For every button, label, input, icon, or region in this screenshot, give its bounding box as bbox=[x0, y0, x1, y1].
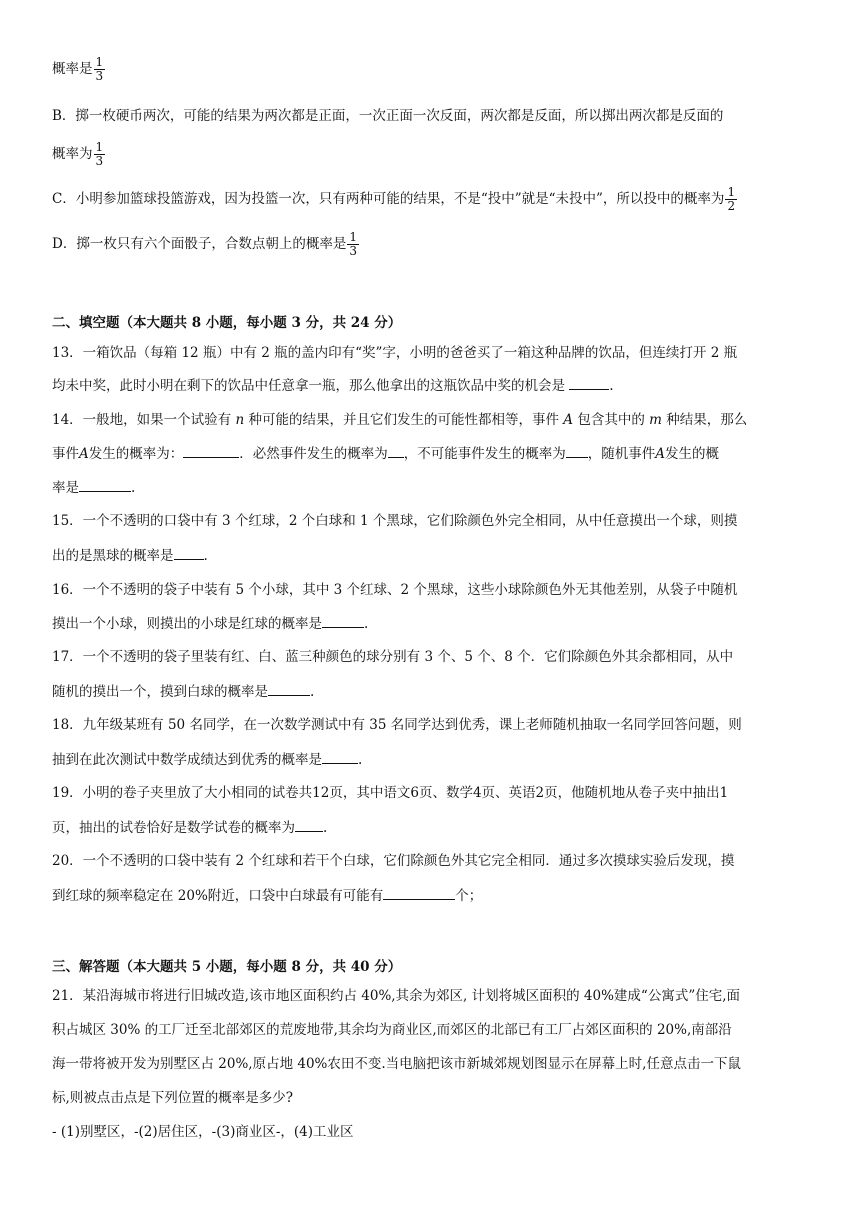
q15-text: 出的是黑球的概率是 bbox=[52, 548, 174, 564]
option-d-line1 bbox=[52, 231, 359, 258]
option-a-tail bbox=[52, 56, 105, 83]
q21-line3: 海一带将被开发为别墅区占 20%,原占地 40%农田不变.当电脑把该市新城郊规划图显示在屏幕上时,任意点击一下鼠 bbox=[52, 1056, 741, 1072]
answer-blank[interactable] bbox=[569, 375, 609, 390]
q19-line1: 19．小明的卷子夹里放了大小相同的试卷共12页，其中语文6页、数学4页、英语2页，他随机地从卷子夹中抽出1 bbox=[52, 785, 729, 801]
q13-end: . bbox=[609, 378, 614, 394]
section-2-heading: 二、填空题（本大题共 8 小题，每小题 3 分，共 24 分） bbox=[52, 315, 402, 331]
option-d-text: D．掷一枚只有六个面骰子，合数点朝上的概率是 bbox=[52, 236, 347, 252]
q14-text: ，不可能事件发生的概率为 bbox=[403, 446, 566, 462]
q16-line2 bbox=[52, 613, 368, 634]
q20-line1: 20．一个不透明的口袋中装有 2 个红球和若干个白球，它们除颜色外其它完全相同．通过多次摸球实验后发现，摸 bbox=[52, 853, 735, 869]
fraction-denominator: 3 bbox=[349, 244, 357, 258]
q19-end: . bbox=[323, 820, 328, 836]
fraction-numerator: 1 bbox=[727, 185, 736, 199]
fraction-denominator: 2 bbox=[727, 199, 736, 213]
q21-line4: 标,则被点击点是下列位置的概率是多少? bbox=[52, 1090, 294, 1106]
q15-line2 bbox=[52, 545, 208, 566]
answer-blank[interactable] bbox=[566, 443, 588, 458]
answer-blank[interactable] bbox=[183, 443, 239, 458]
fraction bbox=[347, 231, 359, 258]
q14-text: 14．一般地，如果一个试验有 bbox=[52, 412, 232, 428]
q14-text: ．必然事件发生的概率为 bbox=[239, 446, 388, 462]
q19-line2 bbox=[52, 817, 327, 838]
q13-text: 均未中奖，此时小明在剩下的饮品中任意拿一瓶，那么他拿出的这瓶饮品中奖的机会是 bbox=[52, 378, 565, 394]
q21-line2: 积占城区 30% 的工厂迁至北部郊区的荒废地带,其余均为商业区,而郊区的北部已有工厂占郊区面积的 20%,南部沿 bbox=[52, 1022, 732, 1038]
fraction bbox=[725, 186, 737, 213]
q14-text: 事件 bbox=[52, 446, 79, 462]
section-3-heading: 三、解答题（本大题共 5 小题，每小题 8 分，共 40 分） bbox=[52, 959, 402, 975]
q14-line1 bbox=[52, 410, 747, 430]
option-c-text: C．小明参加篮球投篮游戏，因为投篮一次，只有两种可能的结果，不是“投中”就是“未投中”，所以投中的概率为 bbox=[52, 191, 725, 207]
q14-text: 发生的概 bbox=[665, 446, 719, 462]
variable-a: A bbox=[79, 446, 89, 462]
q13-line1: 13．一箱饮品（每箱 12 瓶）中有 2 瓶的盖内印有“奖”字，小明的爸爸买了一箱这种品牌的饮品，但连续打开 2 瓶 bbox=[52, 345, 738, 361]
option-b-text: 概率为 bbox=[52, 146, 93, 162]
q16-end: . bbox=[364, 616, 369, 632]
q13-line2 bbox=[52, 375, 614, 396]
fraction-denominator: 3 bbox=[95, 69, 104, 83]
fraction-denominator: 3 bbox=[95, 154, 104, 168]
q18-end: . bbox=[358, 752, 363, 768]
option-a-text: 概率是 bbox=[52, 61, 93, 77]
answer-blank[interactable] bbox=[79, 477, 131, 492]
q16-text: 摸出一个小球，则摸出的小球是红球的概率是 bbox=[52, 616, 322, 632]
q20-line2 bbox=[52, 885, 482, 906]
q19-text: 页，抽出的试卷恰好是数学试卷的概率为 bbox=[52, 820, 295, 836]
variable-n: n bbox=[235, 412, 245, 428]
option-c-line1 bbox=[52, 186, 737, 213]
q21-line5: - (1)别墅区，-(2)居住区，-(3)商业区-，(4)工业区 bbox=[52, 1124, 354, 1140]
option-b-line2 bbox=[52, 141, 105, 168]
q14-text: 种结果，那么 bbox=[666, 412, 748, 428]
fraction bbox=[94, 141, 106, 168]
fraction-numerator: 1 bbox=[349, 230, 357, 244]
q20-end: 个； bbox=[455, 888, 483, 904]
q16-line1: 16．一个不透明的袋子中装有 5 个小球，其中 3 个红球、2 个黑球，这些小球除颜色外无其他差别，从袋子中随机 bbox=[52, 582, 738, 598]
fraction-numerator: 1 bbox=[95, 55, 104, 69]
q14-text: 发生的概率为： bbox=[88, 446, 184, 462]
q15-line1: 15．一个不透明的口袋中有 3 个红球，2 个白球和 1 个黑球，它们除颜色外完全相同，从中任意摸出一个球，则摸 bbox=[52, 513, 738, 529]
q14-text: 包含其中的 bbox=[577, 412, 645, 428]
q14-text: 率是 bbox=[52, 480, 79, 496]
q20-text: 到红球的频率稳定在 20%附近，口袋中白球最有可能有 bbox=[52, 888, 384, 904]
variable-m: m bbox=[649, 412, 662, 428]
q17-line1: 17．一个不透明的袋子里装有红、白、蓝三种颜色的球分别有 3 个、5 个、8 个．它们除颜色外其余都相同，从中 bbox=[52, 649, 734, 665]
fraction-numerator: 1 bbox=[95, 140, 104, 154]
answer-blank[interactable] bbox=[388, 443, 404, 458]
q21-line1: 21．某沿海城市将进行旧城改造,该市地区面积约占 40%,其余为郊区, 计划将城区面积的 40%建成“公寓式”住宅,面 bbox=[52, 988, 741, 1004]
q15-end: . bbox=[203, 548, 208, 564]
q18-line2 bbox=[52, 749, 362, 770]
q14-line2 bbox=[52, 443, 719, 464]
answer-blank[interactable] bbox=[383, 885, 455, 900]
q17-line2 bbox=[52, 681, 314, 702]
q14-line3 bbox=[52, 477, 135, 498]
q14-end: . bbox=[131, 480, 136, 496]
answer-blank[interactable] bbox=[322, 749, 358, 764]
q14-text: ，随机事件 bbox=[587, 446, 656, 462]
variable-a: A bbox=[563, 412, 574, 428]
q18-text: 抽到在此次测试中数学成绩达到优秀的概率是 bbox=[52, 752, 322, 768]
answer-blank[interactable] bbox=[295, 817, 323, 832]
q18-line1: 18．九年级某班有 50 名同学，在一次数学测试中有 35 名同学达到优秀，课上老师随机抽取一名同学回答问题，则 bbox=[52, 717, 742, 733]
variable-a: A bbox=[655, 446, 665, 462]
q17-end: . bbox=[310, 684, 315, 700]
fraction bbox=[94, 56, 106, 83]
answer-blank[interactable] bbox=[322, 613, 364, 628]
answer-blank[interactable] bbox=[174, 545, 204, 560]
option-b-line1: B．掷一枚硬币两次，可能的结果为两次都是正面，一次正面一次反面，两次都是反面，所以掷出两次都是反面的 bbox=[52, 108, 724, 124]
answer-blank[interactable] bbox=[268, 681, 310, 696]
q17-text: 随机的摸出一个，摸到白球的概率是 bbox=[52, 684, 268, 700]
q14-text: 种可能的结果，并且它们发生的可能性都相等，事件 bbox=[248, 412, 559, 428]
